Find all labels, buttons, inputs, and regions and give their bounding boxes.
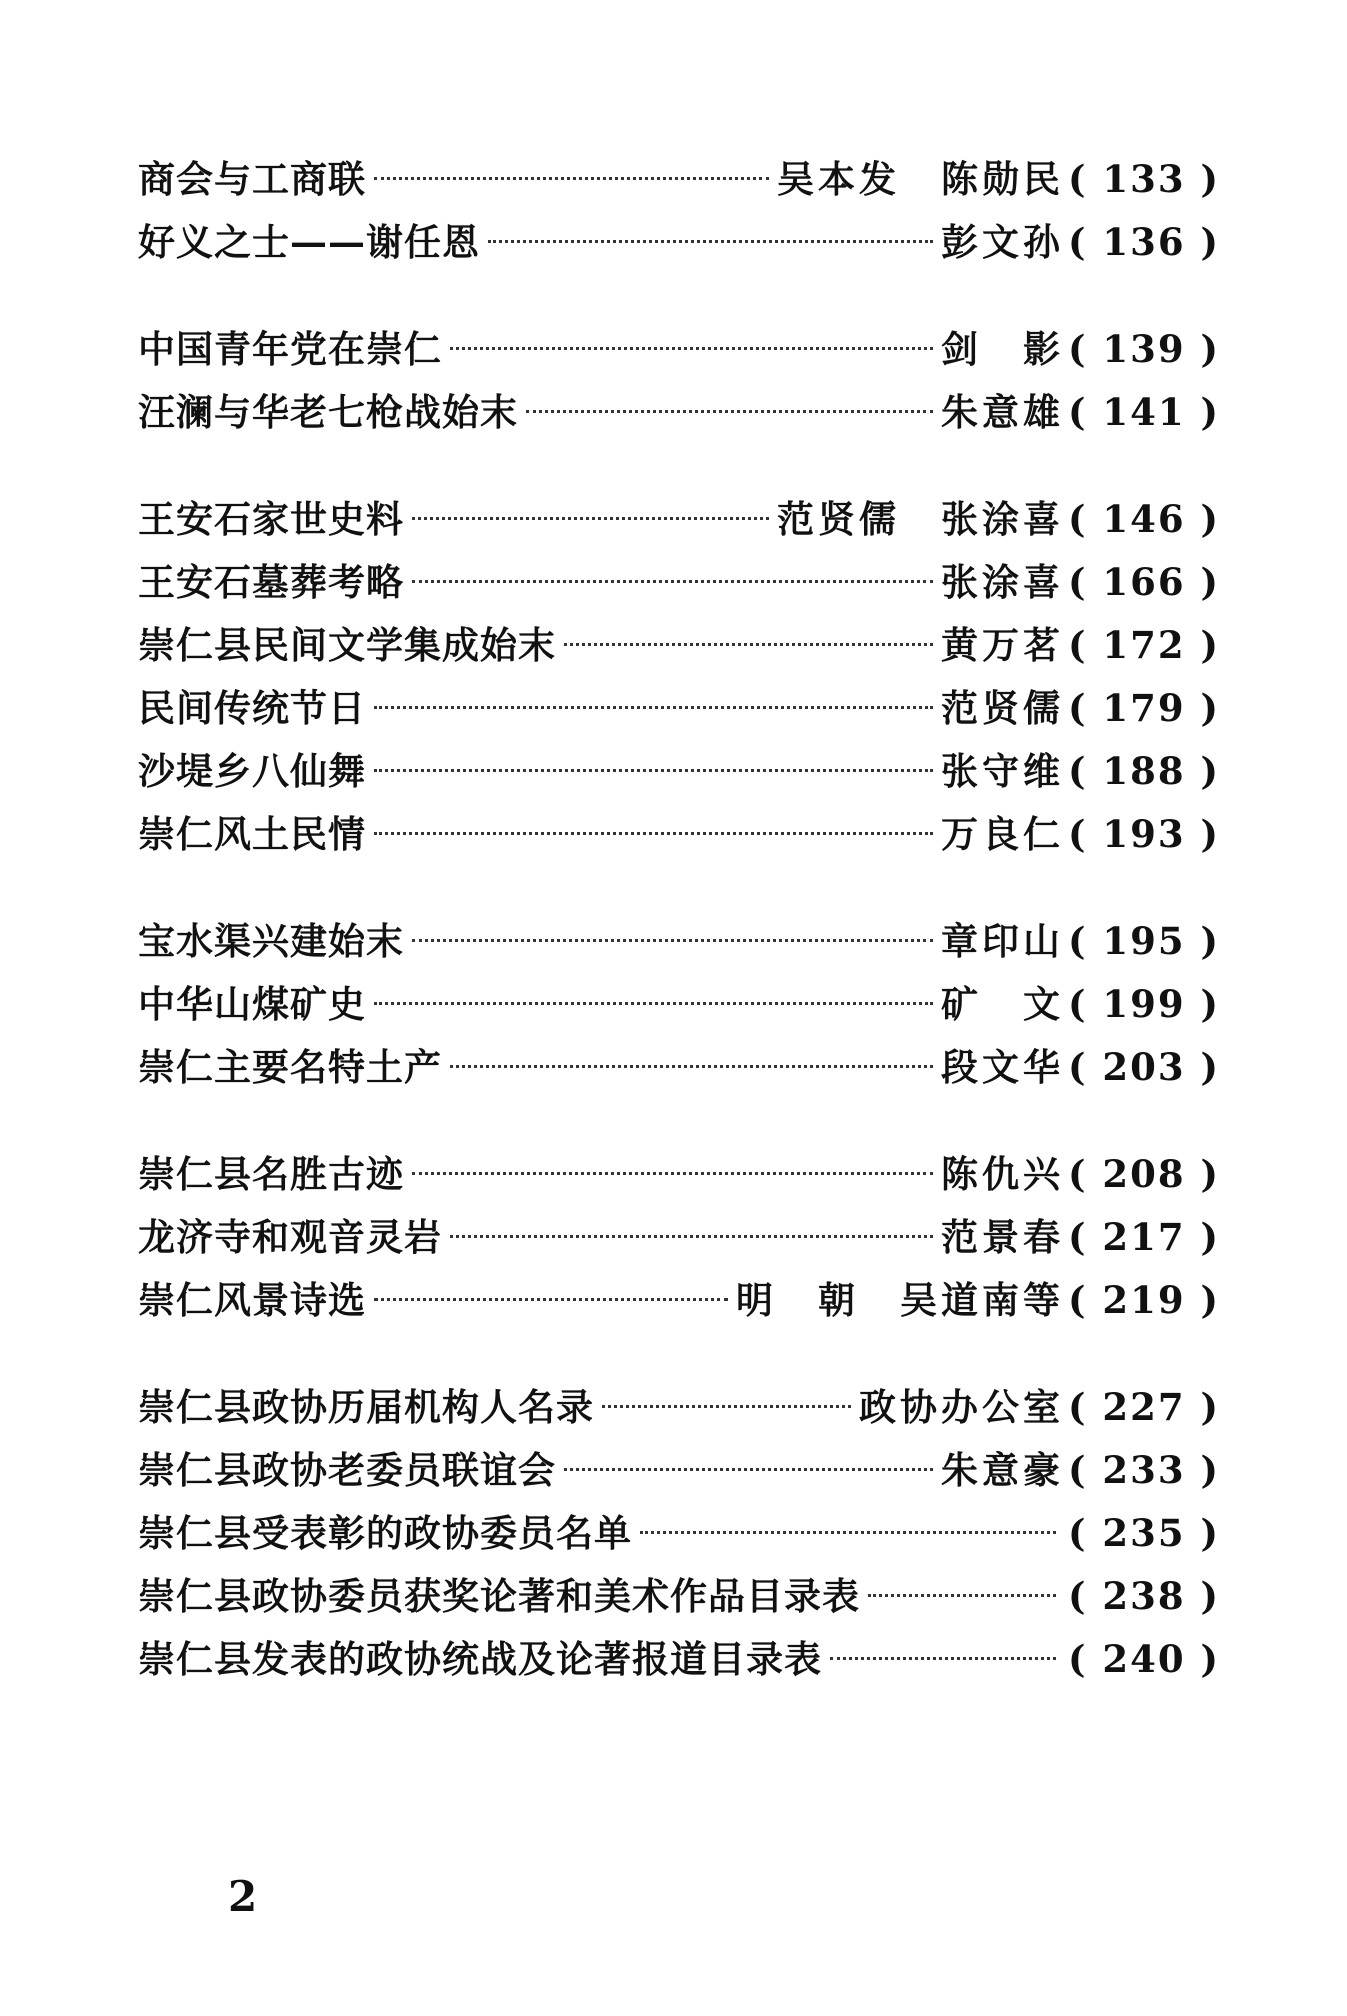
entry-author: 范贤儒 张涂喜 <box>777 497 1064 541</box>
dot-leader <box>450 347 933 350</box>
dot-leader <box>526 410 933 413</box>
entry-author: 张守维 <box>941 749 1064 793</box>
entry-title: 龙济寺和观音灵岩 <box>138 1215 442 1259</box>
toc-section <box>138 148 1221 274</box>
toc-entry <box>138 910 1221 973</box>
entry-author: 剑 影 <box>941 327 1064 371</box>
toc-entry <box>138 677 1221 740</box>
entry-title: 汪澜与华老七枪战始末 <box>138 390 518 434</box>
dot-leader <box>488 240 933 243</box>
dot-leader <box>830 1657 1056 1660</box>
dot-leader <box>412 1172 933 1175</box>
toc-entry <box>138 1376 1221 1439</box>
dot-leader <box>564 643 933 646</box>
toc-entry <box>138 488 1221 551</box>
entry-title: 王安石墓葬考略 <box>138 560 404 604</box>
entry-page: ( 199 ) <box>1068 982 1221 1026</box>
dot-leader <box>640 1531 1056 1534</box>
dot-leader <box>868 1594 1056 1597</box>
entry-author: 张涂喜 <box>941 560 1064 604</box>
toc-section <box>138 910 1221 1099</box>
toc-entry <box>138 1269 1221 1332</box>
entry-author: 范景春 <box>941 1215 1064 1259</box>
toc-entry <box>138 551 1221 614</box>
entry-page: ( 188 ) <box>1068 749 1221 793</box>
entry-page: ( 133 ) <box>1068 157 1221 201</box>
toc-entry <box>138 740 1221 803</box>
entry-page: ( 139 ) <box>1068 327 1221 371</box>
dot-leader <box>374 769 933 772</box>
dot-leader <box>374 177 769 180</box>
toc-entry <box>138 1565 1221 1628</box>
entry-title: 民间传统节日 <box>138 686 366 730</box>
entry-title: 王安石家世史料 <box>138 497 404 541</box>
dot-leader <box>450 1235 933 1238</box>
entry-author: 范贤儒 <box>941 686 1064 730</box>
toc-section <box>138 488 1221 866</box>
dot-leader <box>374 1002 933 1005</box>
entry-title: 崇仁县受表彰的政协委员名单 <box>138 1511 632 1555</box>
dot-leader <box>450 1065 933 1068</box>
entry-title: 崇仁风土民情 <box>138 812 366 856</box>
entry-page: ( 233 ) <box>1068 1448 1221 1492</box>
entry-page: ( 146 ) <box>1068 497 1221 541</box>
table-of-contents <box>138 148 1221 1735</box>
entry-page: ( 219 ) <box>1068 1278 1221 1322</box>
dot-leader <box>374 706 933 709</box>
toc-entry <box>138 1206 1221 1269</box>
entry-title: 崇仁县名胜古迹 <box>138 1152 404 1196</box>
entry-author: 章印山 <box>941 919 1064 963</box>
entry-page: ( 238 ) <box>1068 1574 1221 1618</box>
entry-author: 矿 文 <box>941 982 1064 1026</box>
toc-entry <box>138 1439 1221 1502</box>
entry-page: ( 203 ) <box>1068 1045 1221 1089</box>
entry-author: 明 朝 吴道南等 <box>736 1278 1064 1322</box>
page-number: 2 <box>228 1872 258 1921</box>
toc-entry <box>138 211 1221 274</box>
dot-leader <box>374 832 933 835</box>
dot-leader <box>564 1468 933 1471</box>
entry-author: 吴本发 陈勋民 <box>777 157 1064 201</box>
entry-page: ( 166 ) <box>1068 560 1221 604</box>
toc-entry <box>138 614 1221 677</box>
entry-page: ( 240 ) <box>1068 1637 1221 1681</box>
dot-leader <box>412 939 933 942</box>
entry-page: ( 195 ) <box>1068 919 1221 963</box>
entry-author: 政协办公室 <box>859 1385 1064 1429</box>
toc-entry <box>138 1502 1221 1565</box>
entry-title: 崇仁县政协历届机构人名录 <box>138 1385 594 1429</box>
entry-title: 崇仁县政协老委员联谊会 <box>138 1448 556 1492</box>
toc-entry <box>138 803 1221 866</box>
toc-section <box>138 1376 1221 1691</box>
toc-entry <box>138 148 1221 211</box>
toc-entry <box>138 973 1221 1036</box>
entry-author: 段文华 <box>941 1045 1064 1089</box>
entry-author: 朱意豪 <box>941 1448 1064 1492</box>
entry-page: ( 141 ) <box>1068 390 1221 434</box>
dot-leader <box>374 1298 728 1301</box>
toc-section <box>138 1143 1221 1332</box>
entry-page: ( 172 ) <box>1068 623 1221 667</box>
entry-page: ( 227 ) <box>1068 1385 1221 1429</box>
entry-author: 朱意雄 <box>941 390 1064 434</box>
entry-title: 沙堤乡八仙舞 <box>138 749 366 793</box>
toc-entry <box>138 318 1221 381</box>
entry-page: ( 179 ) <box>1068 686 1221 730</box>
dot-leader <box>602 1405 851 1408</box>
toc-section <box>138 318 1221 444</box>
entry-page: ( 208 ) <box>1068 1152 1221 1196</box>
entry-author: 万良仁 <box>941 812 1064 856</box>
toc-entry <box>138 381 1221 444</box>
entry-page: ( 217 ) <box>1068 1215 1221 1259</box>
entry-title: 崇仁主要名特土产 <box>138 1045 442 1089</box>
entry-title: 崇仁风景诗选 <box>138 1278 366 1322</box>
entry-page: ( 235 ) <box>1068 1511 1221 1555</box>
dot-leader <box>412 517 769 520</box>
entry-page: ( 136 ) <box>1068 220 1221 264</box>
toc-entry <box>138 1143 1221 1206</box>
entry-author: 陈仇兴 <box>941 1152 1064 1196</box>
entry-page: ( 193 ) <box>1068 812 1221 856</box>
entry-title: 中国青年党在崇仁 <box>138 327 442 371</box>
toc-entry <box>138 1628 1221 1691</box>
entry-title: 宝水渠兴建始末 <box>138 919 404 963</box>
entry-author: 彭文孙 <box>941 220 1064 264</box>
entry-title: 崇仁县政协委员获奖论著和美术作品目录表 <box>138 1574 860 1618</box>
entry-title: 商会与工商联 <box>138 157 366 201</box>
entry-title: 崇仁县发表的政协统战及论著报道目录表 <box>138 1637 822 1681</box>
entry-title: 中华山煤矿史 <box>138 982 366 1026</box>
dot-leader <box>412 580 933 583</box>
entry-title: 崇仁县民间文学集成始末 <box>138 623 556 667</box>
entry-title: 好义之士——谢任恩 <box>138 220 480 264</box>
toc-entry <box>138 1036 1221 1099</box>
entry-author: 黄万茗 <box>941 623 1064 667</box>
